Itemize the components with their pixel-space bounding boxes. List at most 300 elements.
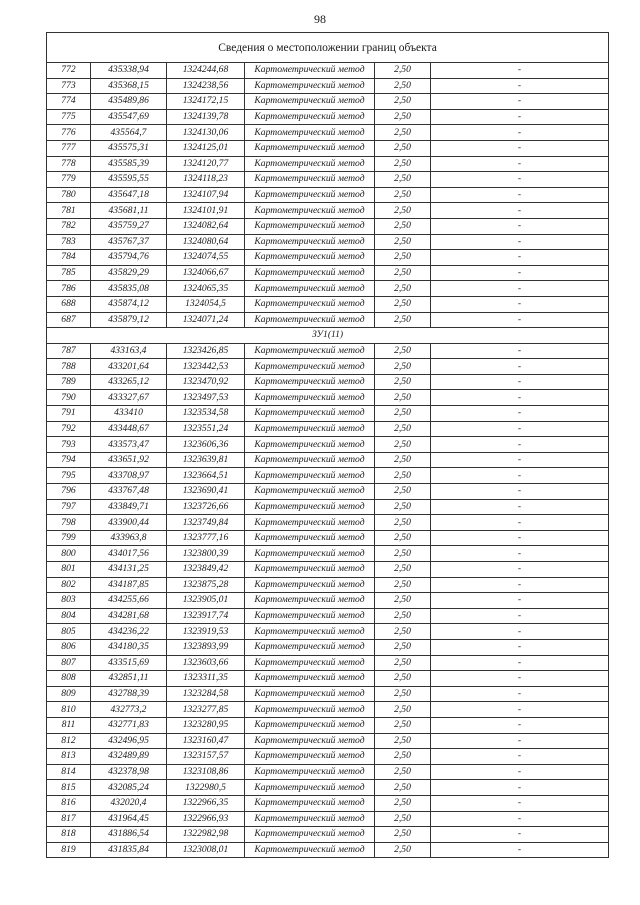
method-cell: Картометрический метод xyxy=(245,530,375,546)
method-cell: Картометрический метод xyxy=(245,717,375,733)
x-coordinate-cell: 435595,55 xyxy=(91,172,167,188)
table-row xyxy=(47,639,609,655)
method-cell: Картометрический метод xyxy=(245,624,375,640)
description-cell: - xyxy=(431,421,609,437)
point-number-cell: 814 xyxy=(47,764,91,780)
y-coordinate-cell: 1323603,66 xyxy=(167,655,245,671)
description-cell: - xyxy=(431,530,609,546)
method-cell: Картометрический метод xyxy=(245,780,375,796)
description-cell: - xyxy=(431,577,609,593)
x-coordinate-cell: 435794,76 xyxy=(91,250,167,266)
x-coordinate-cell: 435879,12 xyxy=(91,312,167,328)
table-title: Сведения о местоположении границ объекта xyxy=(47,33,609,63)
table-row xyxy=(47,499,609,515)
point-number-cell: 787 xyxy=(47,343,91,359)
y-coordinate-cell: 1323606,36 xyxy=(167,437,245,453)
table-row xyxy=(47,733,609,749)
x-coordinate-cell: 432771,83 xyxy=(91,717,167,733)
method-cell: Картометрический метод xyxy=(245,452,375,468)
precision-cell: 2,50 xyxy=(375,593,431,609)
method-cell: Картометрический метод xyxy=(245,156,375,172)
precision-cell: 2,50 xyxy=(375,717,431,733)
y-coordinate-cell: 1323442,53 xyxy=(167,359,245,375)
point-number-cell: 776 xyxy=(47,125,91,141)
boundary-points-table xyxy=(46,32,609,858)
table-row xyxy=(47,562,609,578)
x-coordinate-cell: 432496,95 xyxy=(91,733,167,749)
description-cell: - xyxy=(431,390,609,406)
point-number-cell: 816 xyxy=(47,795,91,811)
method-cell: Картометрический метод xyxy=(245,562,375,578)
description-cell: - xyxy=(431,749,609,765)
point-number-cell: 810 xyxy=(47,702,91,718)
point-number-cell: 800 xyxy=(47,546,91,562)
description-cell: - xyxy=(431,172,609,188)
description-cell: - xyxy=(431,717,609,733)
precision-cell: 2,50 xyxy=(375,655,431,671)
y-coordinate-cell: 1323426,85 xyxy=(167,343,245,359)
y-coordinate-cell: 1323311,35 xyxy=(167,671,245,687)
y-coordinate-cell: 1323497,53 xyxy=(167,390,245,406)
x-coordinate-cell: 435368,15 xyxy=(91,78,167,94)
precision-cell: 2,50 xyxy=(375,686,431,702)
x-coordinate-cell: 434187,85 xyxy=(91,577,167,593)
method-cell: Картометрический метод xyxy=(245,655,375,671)
x-coordinate-cell: 432020,4 xyxy=(91,795,167,811)
description-cell: - xyxy=(431,546,609,562)
precision-cell: 2,50 xyxy=(375,312,431,328)
point-number-cell: 818 xyxy=(47,827,91,843)
description-cell: - xyxy=(431,686,609,702)
method-cell: Картометрический метод xyxy=(245,265,375,281)
table-row xyxy=(47,281,609,297)
table-row xyxy=(47,109,609,125)
method-cell: Картометрический метод xyxy=(245,94,375,110)
method-cell: Картометрический метод xyxy=(245,827,375,843)
method-cell: Картометрический метод xyxy=(245,109,375,125)
y-coordinate-cell: 1323108,86 xyxy=(167,764,245,780)
method-cell: Картометрический метод xyxy=(245,140,375,156)
method-cell: Картометрический метод xyxy=(245,78,375,94)
table-row xyxy=(47,78,609,94)
y-coordinate-cell: 1324172,15 xyxy=(167,94,245,110)
x-coordinate-cell: 433410 xyxy=(91,406,167,422)
y-coordinate-cell: 1324120,77 xyxy=(167,156,245,172)
y-coordinate-cell: 1324130,06 xyxy=(167,125,245,141)
precision-cell: 2,50 xyxy=(375,452,431,468)
precision-cell: 2,50 xyxy=(375,94,431,110)
point-number-cell: 778 xyxy=(47,156,91,172)
method-cell: Картометрический метод xyxy=(245,312,375,328)
method-cell: Картометрический метод xyxy=(245,359,375,375)
x-coordinate-cell: 432851,11 xyxy=(91,671,167,687)
point-number-cell: 781 xyxy=(47,203,91,219)
method-cell: Картометрический метод xyxy=(245,639,375,655)
y-coordinate-cell: 1324082,64 xyxy=(167,218,245,234)
table-row xyxy=(47,484,609,500)
x-coordinate-cell: 433900,44 xyxy=(91,515,167,531)
description-cell: - xyxy=(431,624,609,640)
description-cell: - xyxy=(431,795,609,811)
point-number-cell: 773 xyxy=(47,78,91,94)
method-cell: Картометрический метод xyxy=(245,499,375,515)
method-cell: Картометрический метод xyxy=(245,733,375,749)
description-cell: - xyxy=(431,156,609,172)
y-coordinate-cell: 1324101,91 xyxy=(167,203,245,219)
method-cell: Картометрический метод xyxy=(245,608,375,624)
y-coordinate-cell: 1323875,28 xyxy=(167,577,245,593)
y-coordinate-cell: 1323893,99 xyxy=(167,639,245,655)
y-coordinate-cell: 1323551,24 xyxy=(167,421,245,437)
x-coordinate-cell: 435575,31 xyxy=(91,140,167,156)
point-number-cell: 809 xyxy=(47,686,91,702)
x-coordinate-cell: 432085,24 xyxy=(91,780,167,796)
x-coordinate-cell: 433708,97 xyxy=(91,468,167,484)
y-coordinate-cell: 1323470,92 xyxy=(167,374,245,390)
x-coordinate-cell: 435874,12 xyxy=(91,296,167,312)
description-cell: - xyxy=(431,63,609,79)
y-coordinate-cell: 1323534,58 xyxy=(167,406,245,422)
method-cell: Картометрический метод xyxy=(245,593,375,609)
y-coordinate-cell: 1323280,95 xyxy=(167,717,245,733)
description-cell: - xyxy=(431,265,609,281)
table-row xyxy=(47,702,609,718)
method-cell: Картометрический метод xyxy=(245,187,375,203)
method-cell: Картометрический метод xyxy=(245,811,375,827)
precision-cell: 2,50 xyxy=(375,577,431,593)
point-number-cell: 811 xyxy=(47,717,91,733)
x-coordinate-cell: 434131,25 xyxy=(91,562,167,578)
point-number-cell: 783 xyxy=(47,234,91,250)
description-cell: - xyxy=(431,359,609,375)
table-body xyxy=(47,33,609,858)
precision-cell: 2,50 xyxy=(375,702,431,718)
table-row xyxy=(47,593,609,609)
y-coordinate-cell: 1323849,42 xyxy=(167,562,245,578)
point-number-cell: 779 xyxy=(47,172,91,188)
x-coordinate-cell: 433327,67 xyxy=(91,390,167,406)
section-row xyxy=(47,328,609,344)
x-coordinate-cell: 433573,47 xyxy=(91,437,167,453)
x-coordinate-cell: 433163,4 xyxy=(91,343,167,359)
description-cell: - xyxy=(431,515,609,531)
y-coordinate-cell: 1323917,74 xyxy=(167,608,245,624)
precision-cell: 2,50 xyxy=(375,733,431,749)
x-coordinate-cell: 431964,45 xyxy=(91,811,167,827)
point-number-cell: 807 xyxy=(47,655,91,671)
table-row xyxy=(47,624,609,640)
point-number-cell: 813 xyxy=(47,749,91,765)
y-coordinate-cell: 1322966,93 xyxy=(167,811,245,827)
precision-cell: 2,50 xyxy=(375,515,431,531)
point-number-cell: 788 xyxy=(47,359,91,375)
section-label: ЗУ1(11) xyxy=(47,328,609,344)
method-cell: Картометрический метод xyxy=(245,343,375,359)
method-cell: Картометрический метод xyxy=(245,468,375,484)
x-coordinate-cell: 435681,11 xyxy=(91,203,167,219)
y-coordinate-cell: 1323690,41 xyxy=(167,484,245,500)
y-coordinate-cell: 1324065,35 xyxy=(167,281,245,297)
precision-cell: 2,50 xyxy=(375,187,431,203)
description-cell: - xyxy=(431,218,609,234)
table-row xyxy=(47,172,609,188)
point-number-cell: 793 xyxy=(47,437,91,453)
description-cell: - xyxy=(431,312,609,328)
point-number-cell: 817 xyxy=(47,811,91,827)
x-coordinate-cell: 435585,39 xyxy=(91,156,167,172)
point-number-cell: 688 xyxy=(47,296,91,312)
y-coordinate-cell: 1323777,16 xyxy=(167,530,245,546)
point-number-cell: 801 xyxy=(47,562,91,578)
precision-cell: 2,50 xyxy=(375,562,431,578)
table-row xyxy=(47,359,609,375)
point-number-cell: 803 xyxy=(47,593,91,609)
x-coordinate-cell: 434255,66 xyxy=(91,593,167,609)
precision-cell: 2,50 xyxy=(375,780,431,796)
x-coordinate-cell: 433963,8 xyxy=(91,530,167,546)
x-coordinate-cell: 434017,56 xyxy=(91,546,167,562)
y-coordinate-cell: 1323800,39 xyxy=(167,546,245,562)
x-coordinate-cell: 434281,68 xyxy=(91,608,167,624)
precision-cell: 2,50 xyxy=(375,265,431,281)
table-row xyxy=(47,827,609,843)
precision-cell: 2,50 xyxy=(375,484,431,500)
method-cell: Картометрический метод xyxy=(245,437,375,453)
method-cell: Картометрический метод xyxy=(245,203,375,219)
method-cell: Картометрический метод xyxy=(245,296,375,312)
x-coordinate-cell: 432788,39 xyxy=(91,686,167,702)
x-coordinate-cell: 432773,2 xyxy=(91,702,167,718)
description-cell: - xyxy=(431,671,609,687)
point-number-cell: 794 xyxy=(47,452,91,468)
method-cell: Картометрический метод xyxy=(245,218,375,234)
table-row xyxy=(47,234,609,250)
y-coordinate-cell: 1324118,23 xyxy=(167,172,245,188)
precision-cell: 2,50 xyxy=(375,359,431,375)
x-coordinate-cell: 435489,86 xyxy=(91,94,167,110)
point-number-cell: 799 xyxy=(47,530,91,546)
x-coordinate-cell: 431886,54 xyxy=(91,827,167,843)
table-row xyxy=(47,265,609,281)
x-coordinate-cell: 435835,08 xyxy=(91,281,167,297)
x-coordinate-cell: 433651,92 xyxy=(91,452,167,468)
method-cell: Картометрический метод xyxy=(245,281,375,297)
method-cell: Картометрический метод xyxy=(245,795,375,811)
description-cell: - xyxy=(431,842,609,858)
precision-cell: 2,50 xyxy=(375,343,431,359)
table-row xyxy=(47,203,609,219)
description-cell: - xyxy=(431,78,609,94)
point-number-cell: 797 xyxy=(47,499,91,515)
precision-cell: 2,50 xyxy=(375,63,431,79)
table-row xyxy=(47,250,609,266)
table-row xyxy=(47,437,609,453)
method-cell: Картометрический метод xyxy=(245,374,375,390)
description-cell: - xyxy=(431,468,609,484)
y-coordinate-cell: 1323639,81 xyxy=(167,452,245,468)
precision-cell: 2,50 xyxy=(375,140,431,156)
precision-cell: 2,50 xyxy=(375,639,431,655)
description-cell: - xyxy=(431,593,609,609)
description-cell: - xyxy=(431,811,609,827)
point-number-cell: 774 xyxy=(47,94,91,110)
x-coordinate-cell: 434180,35 xyxy=(91,639,167,655)
method-cell: Картометрический метод xyxy=(245,702,375,718)
point-number-cell: 786 xyxy=(47,281,91,297)
description-cell: - xyxy=(431,780,609,796)
precision-cell: 2,50 xyxy=(375,172,431,188)
precision-cell: 2,50 xyxy=(375,827,431,843)
description-cell: - xyxy=(431,109,609,125)
precision-cell: 2,50 xyxy=(375,218,431,234)
y-coordinate-cell: 1323919,53 xyxy=(167,624,245,640)
table-row xyxy=(47,608,609,624)
table-row xyxy=(47,312,609,328)
table-row xyxy=(47,406,609,422)
page-number: 98 xyxy=(314,12,326,26)
x-coordinate-cell: 435829,29 xyxy=(91,265,167,281)
method-cell: Картометрический метод xyxy=(245,764,375,780)
point-number-cell: 784 xyxy=(47,250,91,266)
table-row xyxy=(47,780,609,796)
point-number-cell: 785 xyxy=(47,265,91,281)
description-cell: - xyxy=(431,343,609,359)
description-cell: - xyxy=(431,203,609,219)
description-cell: - xyxy=(431,250,609,266)
x-coordinate-cell: 432378,98 xyxy=(91,764,167,780)
method-cell: Картометрический метод xyxy=(245,515,375,531)
description-cell: - xyxy=(431,374,609,390)
x-coordinate-cell: 434236,22 xyxy=(91,624,167,640)
table-row xyxy=(47,546,609,562)
y-coordinate-cell: 1324139,78 xyxy=(167,109,245,125)
point-number-cell: 791 xyxy=(47,406,91,422)
description-cell: - xyxy=(431,827,609,843)
description-cell: - xyxy=(431,499,609,515)
y-coordinate-cell: 1324238,56 xyxy=(167,78,245,94)
precision-cell: 2,50 xyxy=(375,842,431,858)
method-cell: Картометрический метод xyxy=(245,390,375,406)
description-cell: - xyxy=(431,437,609,453)
y-coordinate-cell: 1323726,66 xyxy=(167,499,245,515)
point-number-cell: 819 xyxy=(47,842,91,858)
point-number-cell: 772 xyxy=(47,63,91,79)
description-cell: - xyxy=(431,140,609,156)
method-cell: Картометрический метод xyxy=(245,671,375,687)
y-coordinate-cell: 1324244,68 xyxy=(167,63,245,79)
point-number-cell: 790 xyxy=(47,390,91,406)
y-coordinate-cell: 1322982,98 xyxy=(167,827,245,843)
precision-cell: 2,50 xyxy=(375,281,431,297)
table-row xyxy=(47,452,609,468)
table-row xyxy=(47,63,609,79)
y-coordinate-cell: 1322980,5 xyxy=(167,780,245,796)
point-number-cell: 808 xyxy=(47,671,91,687)
precision-cell: 2,50 xyxy=(375,530,431,546)
table-row xyxy=(47,655,609,671)
description-cell: - xyxy=(431,733,609,749)
y-coordinate-cell: 1323008,01 xyxy=(167,842,245,858)
description-cell: - xyxy=(431,608,609,624)
method-cell: Картометрический метод xyxy=(245,577,375,593)
x-coordinate-cell: 435759,27 xyxy=(91,218,167,234)
point-number-cell: 775 xyxy=(47,109,91,125)
description-cell: - xyxy=(431,234,609,250)
table-row xyxy=(47,749,609,765)
table-row xyxy=(47,717,609,733)
precision-cell: 2,50 xyxy=(375,406,431,422)
y-coordinate-cell: 1324080,64 xyxy=(167,234,245,250)
table-row xyxy=(47,421,609,437)
description-cell: - xyxy=(431,94,609,110)
table-row xyxy=(47,515,609,531)
description-cell: - xyxy=(431,406,609,422)
point-number-cell: 795 xyxy=(47,468,91,484)
precision-cell: 2,50 xyxy=(375,437,431,453)
point-number-cell: 780 xyxy=(47,187,91,203)
precision-cell: 2,50 xyxy=(375,811,431,827)
y-coordinate-cell: 1323157,57 xyxy=(167,749,245,765)
method-cell: Картометрический метод xyxy=(245,406,375,422)
x-coordinate-cell: 435564,7 xyxy=(91,125,167,141)
x-coordinate-cell: 433767,48 xyxy=(91,484,167,500)
point-number-cell: 805 xyxy=(47,624,91,640)
y-coordinate-cell: 1323284,58 xyxy=(167,686,245,702)
point-number-cell: 796 xyxy=(47,484,91,500)
table-row xyxy=(47,125,609,141)
y-coordinate-cell: 1324107,94 xyxy=(167,187,245,203)
point-number-cell: 792 xyxy=(47,421,91,437)
x-coordinate-cell: 433201,64 xyxy=(91,359,167,375)
description-cell: - xyxy=(431,639,609,655)
table-row xyxy=(47,343,609,359)
method-cell: Картометрический метод xyxy=(245,125,375,141)
table-row xyxy=(47,577,609,593)
description-cell: - xyxy=(431,655,609,671)
description-cell: - xyxy=(431,296,609,312)
table-row xyxy=(47,140,609,156)
table-row xyxy=(47,187,609,203)
x-coordinate-cell: 435547,69 xyxy=(91,109,167,125)
y-coordinate-cell: 1323160,47 xyxy=(167,733,245,749)
table-row xyxy=(47,811,609,827)
x-coordinate-cell: 431835,84 xyxy=(91,842,167,858)
point-number-cell: 777 xyxy=(47,140,91,156)
method-cell: Картометрический метод xyxy=(245,842,375,858)
y-coordinate-cell: 1323905,01 xyxy=(167,593,245,609)
point-number-cell: 687 xyxy=(47,312,91,328)
table-row xyxy=(47,764,609,780)
point-number-cell: 798 xyxy=(47,515,91,531)
table-row xyxy=(47,218,609,234)
method-cell: Картометрический метод xyxy=(245,421,375,437)
description-cell: - xyxy=(431,187,609,203)
precision-cell: 2,50 xyxy=(375,109,431,125)
y-coordinate-cell: 1323664,51 xyxy=(167,468,245,484)
table-row xyxy=(47,530,609,546)
precision-cell: 2,50 xyxy=(375,499,431,515)
y-coordinate-cell: 1322966,35 xyxy=(167,795,245,811)
precision-cell: 2,50 xyxy=(375,468,431,484)
precision-cell: 2,50 xyxy=(375,749,431,765)
table-row xyxy=(47,390,609,406)
precision-cell: 2,50 xyxy=(375,78,431,94)
table-row xyxy=(47,671,609,687)
description-cell: - xyxy=(431,764,609,780)
y-coordinate-cell: 1324074,55 xyxy=(167,250,245,266)
point-number-cell: 802 xyxy=(47,577,91,593)
method-cell: Картометрический метод xyxy=(245,172,375,188)
